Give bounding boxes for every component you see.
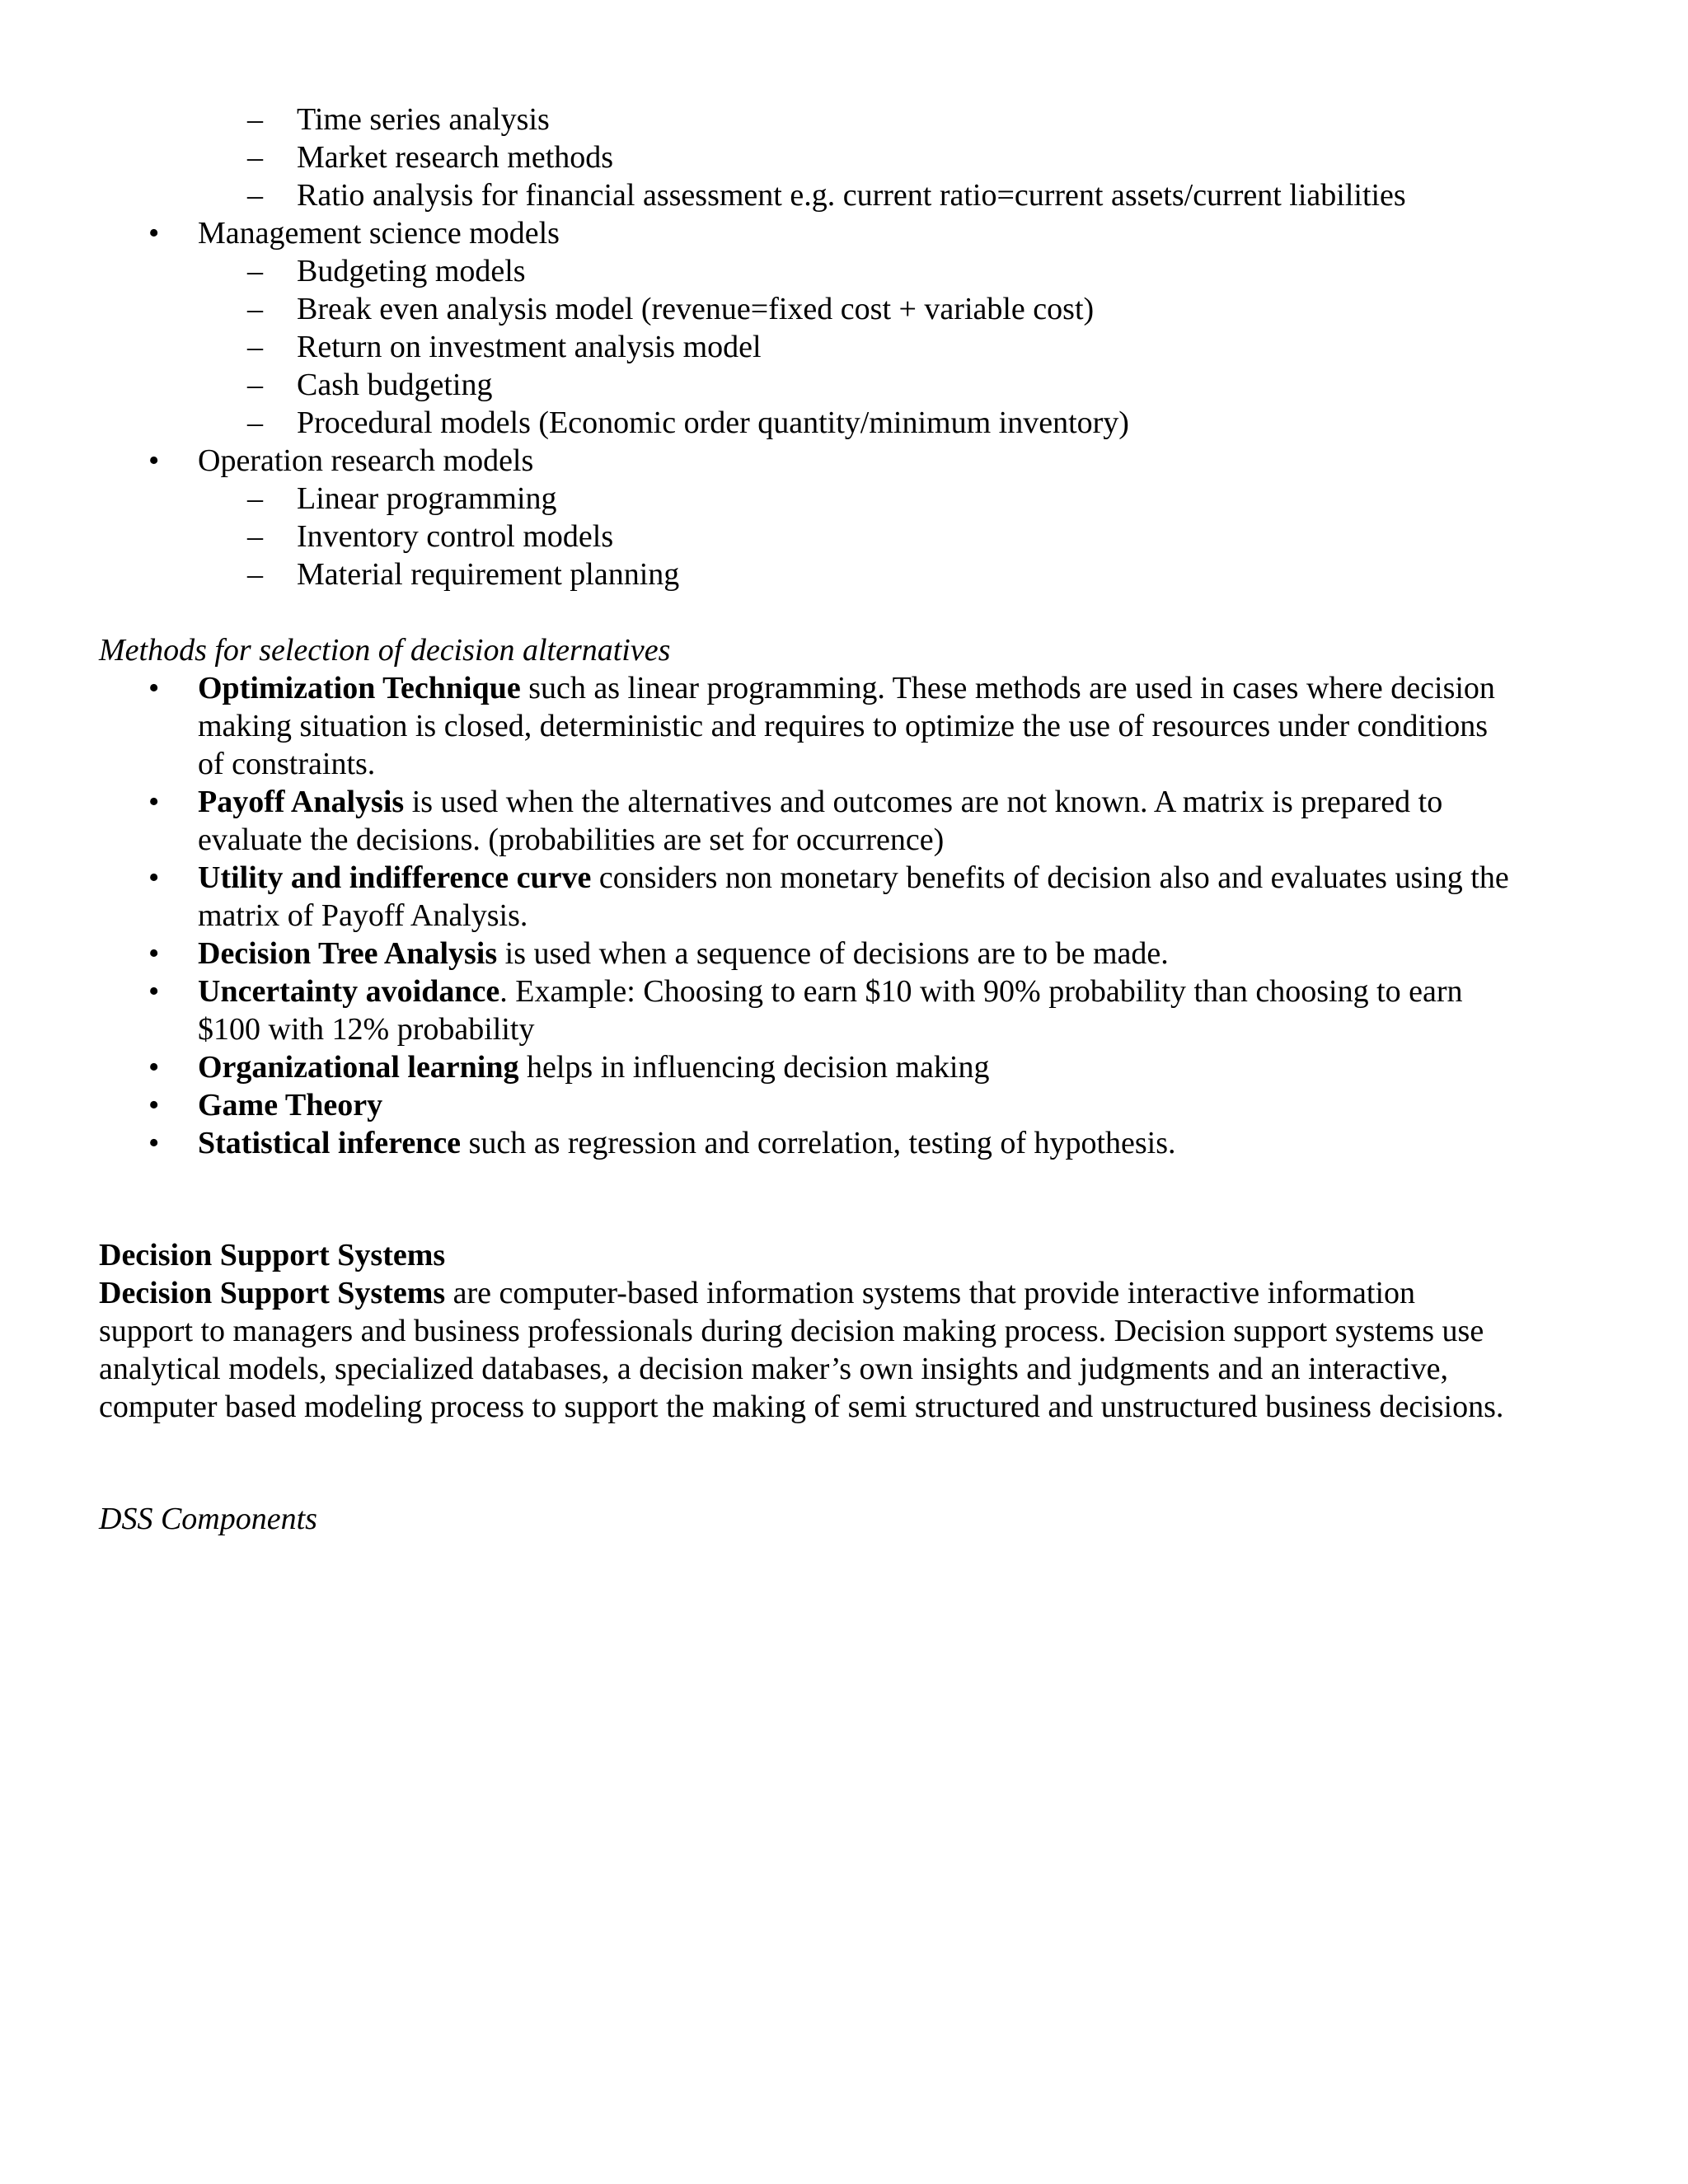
bullet-marker: • [148, 936, 160, 971]
dash-marker: – [247, 178, 263, 213]
dash-marker: – [247, 102, 263, 137]
list-item: Return on investment analysis model [297, 330, 762, 364]
method-item [198, 935, 1169, 972]
list-item: Market research methods [297, 140, 614, 175]
list-item: Ratio analysis for financial assessment e.g. current ratio=current assets/current liabilities [297, 178, 1406, 213]
method-text: helps in influencing decision making [518, 1050, 990, 1085]
dash-marker: – [247, 557, 263, 592]
dss-text: are computer-based information systems that provide interactive information [445, 1276, 1416, 1310]
list-item: Inventory control models [297, 519, 614, 554]
method-term: Payoff Analysis [198, 785, 405, 819]
dss-paragraph-line [99, 1274, 1415, 1312]
list-item: Break even analysis model (revenue=fixed cost + variable cost) [297, 292, 1095, 326]
dash-marker: – [247, 405, 263, 440]
method-term: Uncertainty avoidance [198, 974, 500, 1009]
method-text: matrix of Payoff Analysis. [198, 898, 528, 933]
method-text: considers non monetary benefits of decision also and evaluates using the [591, 860, 1509, 895]
method-term: Game Theory [198, 1088, 383, 1122]
components-heading: DSS Components [99, 1502, 317, 1536]
bullet-marker: • [148, 443, 160, 478]
list-item: Cash budgeting [297, 368, 493, 402]
dss-paragraph-line: support to managers and business professionals during decision making process. Decision support systems use [99, 1314, 1484, 1348]
method-term: Decision Tree Analysis [198, 936, 498, 971]
list-item: Time series analysis [297, 102, 550, 137]
dss-paragraph-line: analytical models, specialized databases, a decision maker’s own insights and judgments and an interactive, [99, 1352, 1449, 1386]
bullet-marker: • [148, 1050, 160, 1085]
method-text: of constraints. [198, 747, 376, 781]
method-item [198, 1086, 382, 1124]
dash-marker: – [247, 368, 263, 402]
bullet-marker: • [148, 860, 160, 895]
section-heading: Decision Support Systems [99, 1238, 446, 1272]
methods-heading: Methods for selection of decision alternatives [99, 633, 671, 668]
list-item: Budgeting models [297, 254, 526, 288]
dash-marker: – [247, 519, 263, 554]
method-term: Utility and indifference curve [198, 860, 592, 895]
dash-marker: – [247, 140, 263, 175]
method-item [198, 972, 1463, 1010]
list-item: Operation research models [198, 443, 534, 478]
list-item: Material requirement planning [297, 557, 680, 592]
method-text: such as linear programming. These methods are used in cases where decision [520, 671, 1495, 705]
method-text: is used when a sequence of decisions are to be made. [497, 936, 1169, 971]
list-item: Procedural models (Economic order quantity/minimum inventory) [297, 405, 1129, 440]
bullet-marker: • [148, 671, 160, 705]
method-item [198, 1048, 989, 1086]
method-text: is used when the alternatives and outcomes are not known. A matrix is prepared to [404, 785, 1443, 819]
method-item [198, 669, 1495, 707]
dash-marker: – [247, 330, 263, 364]
method-item [198, 859, 1509, 897]
dash-marker: – [247, 481, 263, 516]
method-text: $100 with 12% probability [198, 1012, 535, 1047]
bullet-marker: • [148, 785, 160, 819]
method-text: evaluate the decisions. (probabilities are set for occurrence) [198, 823, 945, 857]
bullet-marker: • [148, 1126, 160, 1160]
method-term: Organizational learning [198, 1050, 519, 1085]
dss-term: Decision Support Systems [99, 1276, 446, 1310]
dash-marker: – [247, 254, 263, 288]
list-item: Linear programming [297, 481, 557, 516]
method-item [198, 1124, 1176, 1162]
method-item [198, 783, 1442, 821]
method-text: such as regression and correlation, testing of hypothesis. [461, 1126, 1176, 1160]
method-term: Statistical inference [198, 1126, 462, 1160]
list-item: Management science models [198, 216, 560, 251]
bullet-marker: • [148, 1088, 160, 1122]
method-text: . Example: Choosing to earn $10 with 90% probability than choosing to earn [499, 974, 1463, 1009]
dash-marker: – [247, 292, 263, 326]
method-text: making situation is closed, deterministic and requires to optimize the use of resources under conditions [198, 709, 1489, 743]
method-term: Optimization Technique [198, 671, 521, 705]
dss-paragraph-line: computer based modeling process to support the making of semi structured and unstructured business decisions. [99, 1390, 1504, 1424]
bullet-marker: • [148, 974, 160, 1009]
bullet-marker: • [148, 216, 160, 251]
